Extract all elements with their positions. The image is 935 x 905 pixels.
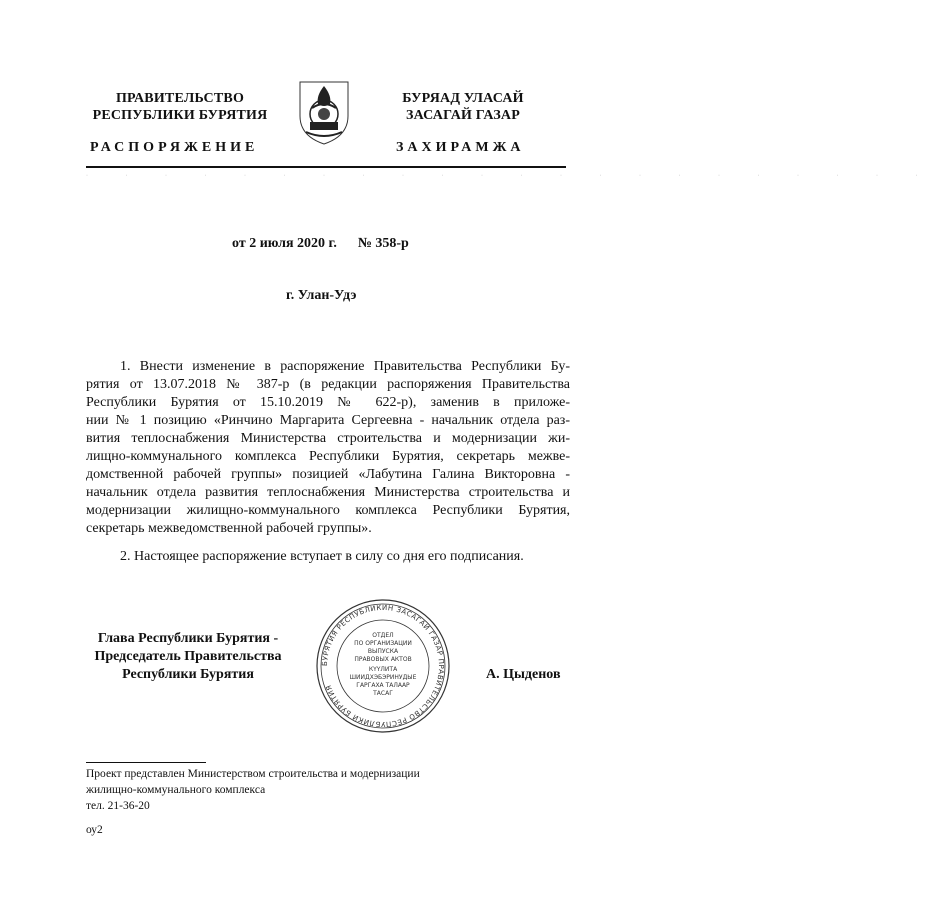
stamp-ring-text: БУРЯТИЯ РЕСПУБЛИКИН ЗАСАГАЙ ГАЗАР ПРАВИТЕЛЬСТВО РЕСПУБЛИКИ БУРЯТИЯ — [320, 603, 446, 729]
paragraph-1 — [86, 358, 570, 538]
header-left — [90, 90, 270, 124]
header-right — [378, 90, 548, 124]
signatory-title-line2: Председатель Правительства — [94, 649, 282, 664]
stamp-line: ГАРГАХА ТАЛААР — [356, 682, 410, 689]
stamp-line: ВЫПУСКА — [367, 648, 399, 655]
footer-code: оу2 — [86, 824, 103, 836]
coat-of-arms-icon — [296, 78, 352, 146]
footer-phone: тел. 21-36-20 — [86, 800, 150, 812]
city: г. Улан-Удэ — [286, 288, 357, 303]
stamp-line: ТАСАГ — [373, 690, 393, 697]
stamp-line: ПРАВОВЫХ АКТОВ — [354, 656, 412, 663]
org-name-ru-line2: РЕСПУБЛИКИ БУРЯТИЯ — [92, 108, 268, 123]
stamp-line: КҮҮЛИТА — [368, 666, 398, 673]
paragraph-line: 1. Внести изменение в распоряжение Правительства Республики Бу- — [120, 359, 570, 374]
stamp-line: ОТДЕЛ — [372, 632, 394, 639]
paragraph-line: нии № 1 позицию «Ринчино Маргарита Сергеевна - начальник отдела раз- — [86, 413, 570, 428]
signatory-title — [78, 630, 298, 684]
paragraph-line: Республики Бурятия от 15.10.2019 № 622-р), заменив в приложе- — [86, 395, 570, 410]
footer-line2: жилищно-коммунального комплекса — [86, 784, 266, 796]
footer-line1: Проект представлен Министерством строительства и модернизации — [86, 768, 420, 780]
paragraph-line: домственной рабочей группы» позицией «Лабутина Галина Викторовна - — [86, 467, 570, 482]
paragraph-line: секретарь межведомственной рабочей группы». — [86, 521, 372, 536]
footer-note — [86, 766, 566, 814]
paragraph-2: 2. Настоящее распоряжение вступает в силу со дня его подписания. — [120, 549, 524, 564]
paragraph-line: модернизации жилищно-коммунального комплекса Республики Бурятия, — [86, 503, 570, 518]
org-name-bua-line2: ЗАСАГАЙ ГАЗАР — [405, 108, 520, 123]
signatory-title-line3: Республики Бурятия — [122, 667, 254, 682]
stamp-line: ПО ОРГАНИЗАЦИИ — [354, 640, 412, 647]
paragraph-line: вития теплоснабжения Министерства строительства и модернизации жи- — [86, 431, 570, 446]
paragraph-line: лищно-коммунального комплекса Республики Бурятия, секретарь межве- — [86, 449, 570, 464]
paragraph-line: начальник отдела развития теплоснабжения Министерства строительства и — [86, 485, 570, 500]
signatory-title-line1: Глава Республики Бурятия - — [97, 631, 279, 646]
doc-type-bua: ЗАХИРАМЖА — [396, 140, 525, 155]
date-line — [232, 236, 409, 252]
header-divider — [86, 166, 566, 168]
stamp-line: ШИИДХЭБЭРИНУДЫЕ — [349, 674, 417, 681]
official-stamp — [313, 596, 453, 736]
footer-divider — [86, 762, 206, 763]
org-name-bua-line1: БУРЯАД УЛАСАЙ — [402, 91, 524, 106]
document-number: № 358-р — [357, 236, 409, 251]
doc-type-ru: РАСПОРЯЖЕНИЕ — [90, 140, 259, 155]
header-dotted-line: · · · · · · · · · · · · · · · · · · · · · · — [86, 173, 935, 179]
signatory-name: А. Цыденов — [486, 667, 561, 682]
org-name-ru-line1: ПРАВИТЕЛЬСТВО — [115, 91, 245, 106]
paragraph-line: рятия от 13.07.2018 № 387-р (в редакции распоряжения Правительства — [86, 377, 570, 392]
document-date: от 2 июля 2020 г. — [232, 236, 337, 251]
